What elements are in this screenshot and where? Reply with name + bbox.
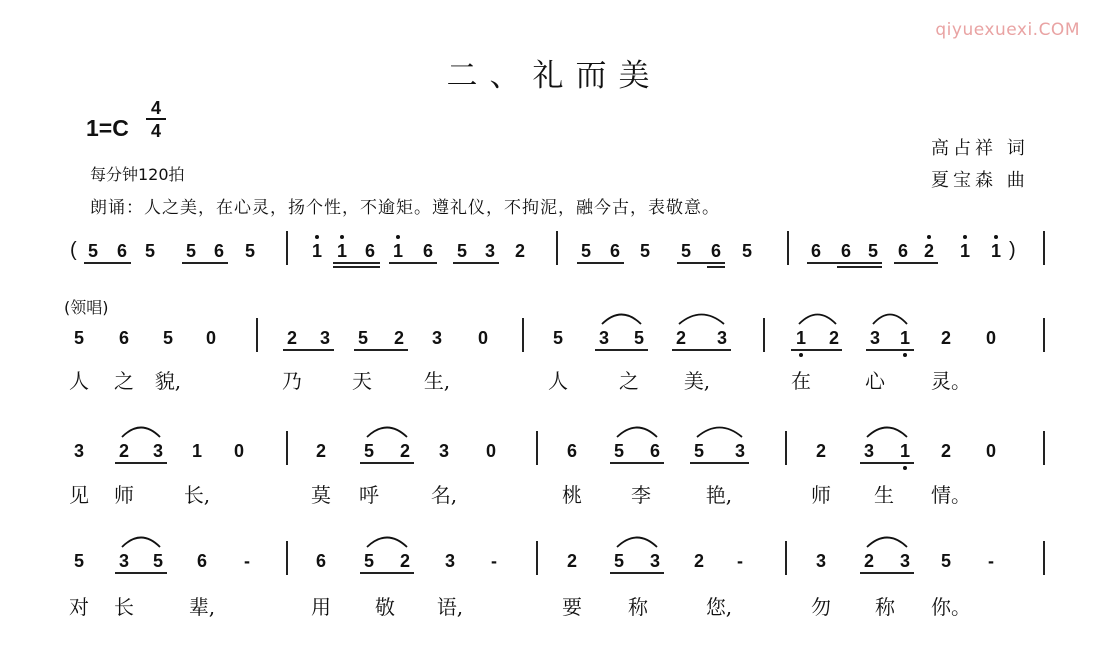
- melody-note: 1: [899, 328, 910, 348]
- lyric-char: 天: [352, 369, 372, 393]
- underline-beam: [283, 349, 334, 351]
- bar-line: [286, 231, 288, 265]
- bar-line: [556, 231, 558, 265]
- melody-note: 5: [162, 328, 173, 348]
- lyricist-credit: 高占祥 词: [931, 138, 1029, 159]
- time-signature: [146, 99, 166, 140]
- bar-line: [1043, 318, 1045, 352]
- underline-beam: [807, 262, 882, 264]
- intro-note: 3: [484, 241, 495, 261]
- lyric-char: 貌,: [154, 369, 182, 393]
- lyric-char: 之: [114, 369, 134, 393]
- intro-note: 6: [364, 241, 375, 261]
- slur-mark: [120, 422, 162, 440]
- melody-note: 1: [191, 441, 202, 461]
- intro-note: 6: [840, 241, 851, 261]
- time-signature-top: 4: [150, 98, 161, 118]
- underline-beam: [610, 572, 664, 574]
- intro-close-paren: ): [1009, 239, 1016, 261]
- melody-note: 3: [118, 551, 129, 571]
- underline-beam: [360, 572, 414, 574]
- intro-note: 1: [311, 241, 322, 261]
- melody-note: 2: [286, 328, 297, 348]
- intro-note: 5: [244, 241, 255, 261]
- intro-note: 5: [456, 241, 467, 261]
- lyric-char: 你。: [931, 595, 971, 619]
- bar-line: [785, 431, 787, 465]
- lyric-char: 师: [811, 483, 831, 507]
- song-title: 二、礼而美: [446, 58, 662, 94]
- melody-note: 5: [357, 328, 368, 348]
- composer-credit: 夏宝森 曲: [931, 170, 1029, 191]
- bar-line: [1043, 231, 1045, 265]
- bar-line: [536, 431, 538, 465]
- lyric-char: 要: [562, 595, 582, 619]
- lyric-char: 人: [69, 369, 89, 393]
- underline-beam: [690, 462, 749, 464]
- melody-note: 5: [613, 441, 624, 461]
- lyric-char: 生: [874, 483, 894, 507]
- lyric-char: 呼: [359, 483, 379, 507]
- lyric-char: 人: [548, 369, 568, 393]
- underline-beam: [860, 462, 914, 464]
- underline-beam: [866, 349, 914, 351]
- melody-note: 3: [716, 328, 727, 348]
- slur-mark: [695, 422, 744, 440]
- melody-note: 0: [233, 441, 244, 461]
- melody-note: 3: [649, 551, 660, 571]
- melody-note: 6: [118, 328, 129, 348]
- lyric-char: 莫: [311, 483, 331, 507]
- lyric-char: 辈,: [188, 595, 216, 619]
- melody-note: 2: [828, 328, 839, 348]
- intro-note: 6: [213, 241, 224, 261]
- intro-note: 1: [959, 241, 970, 261]
- melody-note: 3: [598, 328, 609, 348]
- melody-note: 3: [863, 441, 874, 461]
- lyric-char: 敬: [375, 595, 395, 619]
- underline-beam: [677, 262, 725, 264]
- bar-line: [536, 541, 538, 575]
- melody-note: 5: [363, 441, 374, 461]
- lyric-char: 艳,: [705, 483, 733, 507]
- intro-note: 6: [897, 241, 908, 261]
- melody-note: 2: [118, 441, 129, 461]
- melody-note: 5: [693, 441, 704, 461]
- melody-note: 5: [73, 551, 84, 571]
- slur-mark: [600, 309, 643, 327]
- intro-note: 5: [741, 241, 752, 261]
- melody-note: 0: [485, 441, 496, 461]
- lyric-char: 语,: [436, 595, 464, 619]
- melody-note: 1: [899, 441, 910, 461]
- bar-line: [256, 318, 258, 352]
- melody-note: 5: [613, 551, 624, 571]
- intro-note: 2: [514, 241, 525, 261]
- lyric-char: 师: [114, 483, 134, 507]
- intro-note: 5: [87, 241, 98, 261]
- slur-mark: [865, 422, 909, 440]
- lead-vocal-label: (领唱): [64, 298, 109, 317]
- intro-note: 1: [392, 241, 403, 261]
- intro-note: 5: [185, 241, 196, 261]
- underline-beam: [115, 462, 167, 464]
- melody-note: 3: [815, 551, 826, 571]
- bar-line: [787, 231, 789, 265]
- recitation-text: 朗诵：人之美，在心灵，扬个性，不逾矩。遵礼仪，不拘泥，融今古，表敬意。: [90, 198, 720, 218]
- high-octave-dot: [315, 235, 319, 239]
- underline-beam: [894, 262, 938, 264]
- melody-note: 3: [431, 328, 442, 348]
- intro-note: 6: [116, 241, 127, 261]
- underline-beam: [707, 266, 725, 268]
- intro-note: 6: [810, 241, 821, 261]
- intro-note: 5: [680, 241, 691, 261]
- time-signature-bar: [146, 118, 166, 120]
- lyric-char: 之: [619, 369, 639, 393]
- intro-note: 5: [144, 241, 155, 261]
- lyric-char: 对: [69, 595, 89, 619]
- underline-beam: [577, 262, 624, 264]
- intro-note: 1: [336, 241, 347, 261]
- melody-note: 2: [815, 441, 826, 461]
- underline-beam: [389, 262, 437, 264]
- bar-line: [286, 541, 288, 575]
- bar-line: [286, 431, 288, 465]
- melody-note: 0: [477, 328, 488, 348]
- underline-beam: [672, 349, 731, 351]
- melody-note: 5: [363, 551, 374, 571]
- slur-mark: [615, 532, 659, 550]
- lyric-char: 长: [114, 595, 134, 619]
- melody-note: 2: [393, 328, 404, 348]
- melody-note: 2: [863, 551, 874, 571]
- melody-note: 2: [566, 551, 577, 571]
- melody-note: 5: [552, 328, 563, 348]
- melody-note: 6: [196, 551, 207, 571]
- lyric-char: 称: [628, 595, 648, 619]
- lyric-char: 勿: [811, 595, 831, 619]
- slur-mark: [120, 532, 162, 550]
- melody-note: -: [491, 551, 497, 571]
- intro-note: 6: [710, 241, 721, 261]
- melody-note: 5: [152, 551, 163, 571]
- melody-note: 0: [985, 441, 996, 461]
- lyric-char: 乃: [282, 369, 302, 393]
- lyric-char: 心: [865, 369, 885, 393]
- lyric-char: 情。: [931, 483, 971, 507]
- low-octave-dot: [799, 353, 803, 357]
- melody-note: -: [737, 551, 743, 571]
- intro-note: 6: [609, 241, 620, 261]
- intro-note: 5: [580, 241, 591, 261]
- high-octave-dot: [963, 235, 967, 239]
- lyric-char: 您,: [705, 595, 733, 619]
- watermark: qiyuexuexi.COM: [935, 20, 1080, 40]
- bar-line: [785, 541, 787, 575]
- high-octave-dot: [927, 235, 931, 239]
- lyric-char: 称: [875, 595, 895, 619]
- melody-note: 0: [985, 328, 996, 348]
- melody-note: 5: [73, 328, 84, 348]
- tempo-marking: 每分钟120拍: [90, 165, 185, 184]
- melody-note: 3: [438, 441, 449, 461]
- lyric-char: 名,: [430, 483, 458, 507]
- melody-note: 3: [319, 328, 330, 348]
- slur-mark: [677, 309, 726, 327]
- melody-note: 3: [444, 551, 455, 571]
- underline-beam: [453, 262, 499, 264]
- melody-note: 3: [734, 441, 745, 461]
- melody-note: 1: [795, 328, 806, 348]
- lyric-char: 李: [631, 483, 651, 507]
- melody-note: 6: [566, 441, 577, 461]
- underline-beam: [610, 462, 664, 464]
- melody-note: 2: [315, 441, 326, 461]
- intro-note: 6: [422, 241, 433, 261]
- underline-beam: [860, 572, 914, 574]
- lyric-char: 桃: [562, 483, 582, 507]
- slur-mark: [365, 422, 409, 440]
- slur-mark: [615, 422, 659, 440]
- melody-note: -: [988, 551, 994, 571]
- intro-note: 5: [867, 241, 878, 261]
- melody-note: 6: [649, 441, 660, 461]
- intro-note: 5: [639, 241, 650, 261]
- underline-beam: [791, 349, 842, 351]
- melody-note: 2: [675, 328, 686, 348]
- lyric-char: 美,: [683, 369, 711, 393]
- high-octave-dot: [396, 235, 400, 239]
- melody-note: 2: [940, 441, 951, 461]
- melody-note: 2: [940, 328, 951, 348]
- melody-note: 2: [399, 441, 410, 461]
- slur-mark: [871, 309, 909, 327]
- high-octave-dot: [340, 235, 344, 239]
- melody-note: 2: [693, 551, 704, 571]
- bar-line: [1043, 541, 1045, 575]
- bar-line: [763, 318, 765, 352]
- lyric-char: 长,: [183, 483, 211, 507]
- intro-note: 2: [923, 241, 934, 261]
- melody-note: 2: [399, 551, 410, 571]
- underline-beam: [333, 266, 380, 268]
- lyric-char: 见: [69, 483, 89, 507]
- lyric-char: 在: [791, 369, 811, 393]
- melody-note: 6: [315, 551, 326, 571]
- time-signature-bottom: 4: [150, 121, 161, 141]
- underline-beam: [333, 262, 380, 264]
- low-octave-dot: [903, 353, 907, 357]
- bar-line: [1043, 431, 1045, 465]
- melody-note: 3: [73, 441, 84, 461]
- slur-mark: [865, 532, 909, 550]
- underline-beam: [84, 262, 131, 264]
- melody-note: 5: [940, 551, 951, 571]
- lyric-char: 生,: [423, 369, 451, 393]
- intro-note: 1: [990, 241, 1001, 261]
- intro-open-paren: (: [70, 239, 77, 261]
- melody-note: 3: [869, 328, 880, 348]
- melody-note: -: [244, 551, 250, 571]
- underline-beam: [595, 349, 648, 351]
- underline-beam: [360, 462, 414, 464]
- underline-beam: [115, 572, 167, 574]
- lyric-char: 用: [311, 595, 331, 619]
- high-octave-dot: [994, 235, 998, 239]
- bar-line: [522, 318, 524, 352]
- key-signature: 1=C: [86, 115, 129, 141]
- melody-note: 3: [899, 551, 910, 571]
- slur-mark: [797, 309, 838, 327]
- underline-beam: [837, 266, 882, 268]
- lyric-char: 灵。: [931, 369, 971, 393]
- slur-mark: [365, 532, 409, 550]
- melody-note: 3: [152, 441, 163, 461]
- underline-beam: [182, 262, 228, 264]
- underline-beam: [354, 349, 408, 351]
- melody-note: 0: [205, 328, 216, 348]
- low-octave-dot: [903, 466, 907, 470]
- melody-note: 5: [633, 328, 644, 348]
